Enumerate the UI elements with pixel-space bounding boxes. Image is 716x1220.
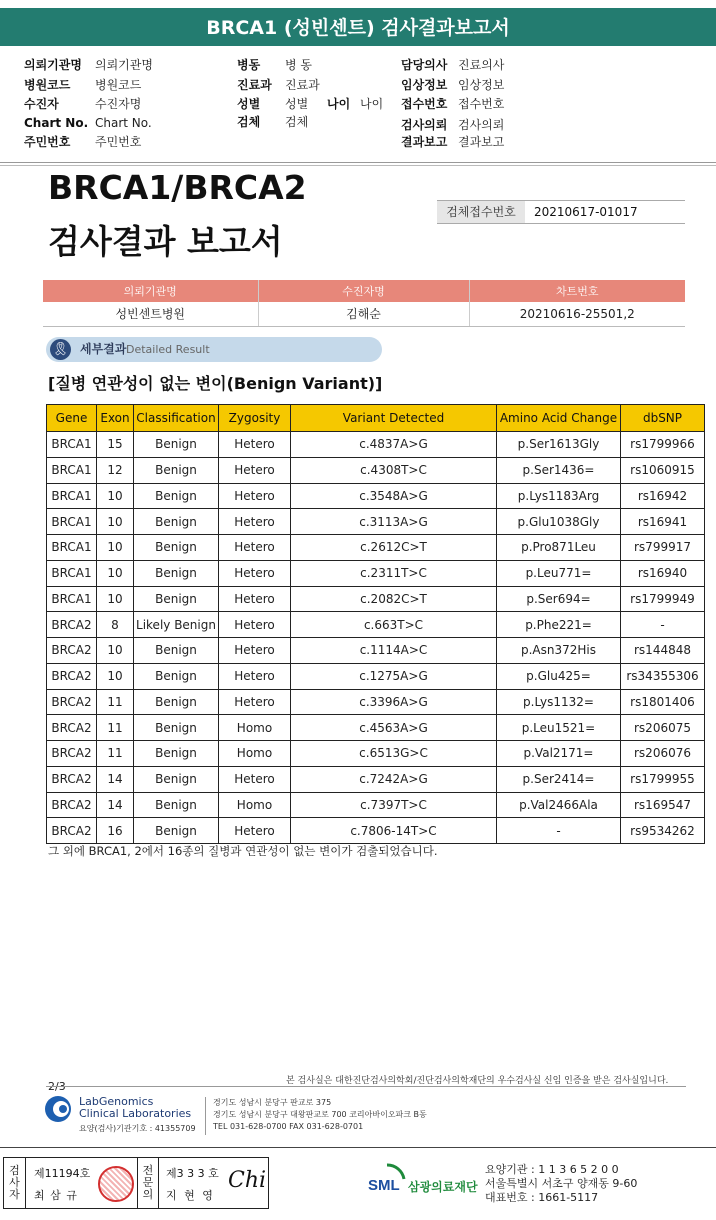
table-cell: Benign bbox=[134, 509, 219, 535]
table-cell: Benign bbox=[134, 741, 219, 767]
info-item: 검체 검체 bbox=[237, 115, 309, 129]
table-cell: Benign bbox=[134, 535, 219, 561]
column-header: Exon bbox=[97, 405, 134, 432]
table-row bbox=[47, 741, 705, 767]
table-cell: p.Asn372His bbox=[497, 638, 621, 664]
receipt-number-box bbox=[437, 200, 685, 224]
table-row bbox=[47, 792, 705, 818]
info-item: Chart No. Chart No. bbox=[24, 116, 152, 130]
table-cell: Benign bbox=[134, 560, 219, 586]
info-item: 의뢰기관명 의뢰기관명 bbox=[24, 58, 153, 72]
table-cell: BRCA2 bbox=[47, 818, 97, 844]
table-cell: 16 bbox=[97, 818, 134, 844]
table-cell: Homo bbox=[219, 715, 291, 741]
table-cell: rs34355306 bbox=[621, 663, 705, 689]
detail-label-ko: 세부결과 bbox=[80, 342, 127, 356]
table-row bbox=[47, 457, 705, 483]
table-cell: BRCA2 bbox=[47, 766, 97, 792]
table-row bbox=[47, 689, 705, 715]
info-item: 진료과 진료과 bbox=[237, 78, 320, 92]
table-cell: Hetero bbox=[219, 766, 291, 792]
table-cell: 15 bbox=[97, 432, 134, 458]
table-cell: Hetero bbox=[219, 535, 291, 561]
table-cell: p.Ser694= bbox=[497, 586, 621, 612]
table-cell: p.Ser2414= bbox=[497, 766, 621, 792]
table-row bbox=[47, 638, 705, 664]
info-item: 병원코드 병원코드 bbox=[24, 78, 142, 92]
table-cell: 11 bbox=[97, 715, 134, 741]
inspector-label: 검 사 자 bbox=[4, 1158, 26, 1208]
variant-table-body bbox=[47, 432, 705, 844]
table-row bbox=[47, 766, 705, 792]
inspector-license: 제11194호 bbox=[34, 1167, 91, 1180]
page-number: 2/3 bbox=[48, 1080, 66, 1093]
table-cell: Benign bbox=[134, 792, 219, 818]
table-row bbox=[47, 509, 705, 535]
table-cell: rs206075 bbox=[621, 715, 705, 741]
patient-header: 의뢰기관명 bbox=[43, 280, 258, 302]
table-cell: Hetero bbox=[219, 483, 291, 509]
info-item: 결과보고 결과보고 bbox=[401, 135, 505, 149]
info-item: 수진자 수진자명 bbox=[24, 97, 142, 111]
table-cell: Hetero bbox=[219, 689, 291, 715]
table-cell: c.1114A>C bbox=[291, 638, 497, 664]
table-cell: p.Lys1132= bbox=[497, 689, 621, 715]
sml-name: 삼광의료재단 bbox=[408, 1180, 478, 1194]
table-cell: Benign bbox=[134, 715, 219, 741]
table-cell: rs1060915 bbox=[621, 457, 705, 483]
column-header: dbSNP bbox=[621, 405, 705, 432]
section-title: [질병 연관성이 없는 변이(Benign Variant)] bbox=[48, 374, 383, 393]
report-title-line1: BRCA1/BRCA2 bbox=[48, 168, 307, 207]
report-title-line2: 검사결과 보고서 bbox=[48, 222, 283, 261]
info-item-age: 나이 나이 bbox=[327, 97, 384, 111]
table-cell: c.7242A>G bbox=[291, 766, 497, 792]
certification-text: 본 검사실은 대한진단검사의학회/진단검사의학재단의 우수검사실 신임 인증을 받은 검사실입니다. bbox=[286, 1076, 669, 1086]
table-cell: rs799917 bbox=[621, 535, 705, 561]
table-cell: 10 bbox=[97, 535, 134, 561]
table-row bbox=[47, 612, 705, 638]
table-cell: c.1275A>G bbox=[291, 663, 497, 689]
table-cell: 10 bbox=[97, 483, 134, 509]
table-cell: 11 bbox=[97, 741, 134, 767]
divider bbox=[0, 162, 716, 166]
table-cell: rs16942 bbox=[621, 483, 705, 509]
table-cell: BRCA1 bbox=[47, 560, 97, 586]
patient-info-block bbox=[0, 52, 716, 162]
table-cell: p.Glu425= bbox=[497, 663, 621, 689]
lab-code: 요양(검사)기관기호 : 41355709 bbox=[79, 1124, 196, 1133]
table-cell: Hetero bbox=[219, 457, 291, 483]
table-cell: Hetero bbox=[219, 612, 291, 638]
table-cell: - bbox=[497, 818, 621, 844]
table-cell: 10 bbox=[97, 663, 134, 689]
table-cell: Benign bbox=[134, 457, 219, 483]
table-cell: p.Ser1613Gly bbox=[497, 432, 621, 458]
summary-note: 그 외에 BRCA1, 2에서 16종의 질병과 연관성이 없는 변이가 검출되었습니다. bbox=[48, 844, 438, 858]
table-cell: Hetero bbox=[219, 432, 291, 458]
table-cell: BRCA2 bbox=[47, 741, 97, 767]
table-cell: BRCA2 bbox=[47, 612, 97, 638]
table-row bbox=[47, 663, 705, 689]
table-row bbox=[47, 483, 705, 509]
table-cell: BRCA1 bbox=[47, 457, 97, 483]
table-cell: BRCA2 bbox=[47, 792, 97, 818]
signature: Chi bbox=[228, 1168, 267, 1193]
table-row bbox=[47, 586, 705, 612]
column-header: Zygosity bbox=[219, 405, 291, 432]
table-cell: rs16941 bbox=[621, 509, 705, 535]
table-row bbox=[47, 818, 705, 844]
table-cell: BRCA2 bbox=[47, 715, 97, 741]
report-header-bar bbox=[0, 8, 716, 46]
detail-label-en: Detailed Result bbox=[126, 343, 210, 356]
table-cell: p.Ser1436= bbox=[497, 457, 621, 483]
patient-cell: 성빈센트병원 bbox=[43, 302, 258, 326]
table-cell: rs9534262 bbox=[621, 818, 705, 844]
receipt-label: 검체접수번호 bbox=[437, 201, 525, 223]
patient-header: 차트번호 bbox=[469, 280, 685, 302]
table-cell: BRCA1 bbox=[47, 509, 97, 535]
table-cell: Homo bbox=[219, 792, 291, 818]
table-cell: Hetero bbox=[219, 586, 291, 612]
table-cell: p.Phe221= bbox=[497, 612, 621, 638]
specialist-label: 전 문 의 bbox=[137, 1158, 159, 1208]
specialist-name: 지 현 영 bbox=[166, 1189, 215, 1202]
specialist-license: 제3 3 3 호 bbox=[166, 1167, 219, 1180]
table-cell: p.Glu1038Gly bbox=[497, 509, 621, 535]
table-cell: c.3113A>G bbox=[291, 509, 497, 535]
table-cell: c.4308T>C bbox=[291, 457, 497, 483]
variant-table bbox=[46, 404, 705, 844]
table-row bbox=[47, 432, 705, 458]
table-cell: 10 bbox=[97, 586, 134, 612]
info-item: 검사의뢰 검사의뢰 bbox=[401, 118, 505, 132]
table-cell: - bbox=[621, 612, 705, 638]
info-item: 주민번호 주민번호 bbox=[24, 135, 142, 149]
table-cell: c.4837A>G bbox=[291, 432, 497, 458]
lab-name: LabGenomics Clinical Laboratories bbox=[79, 1095, 192, 1120]
table-cell: rs1799955 bbox=[621, 766, 705, 792]
table-cell: rs144848 bbox=[621, 638, 705, 664]
table-cell: BRCA1 bbox=[47, 432, 97, 458]
sml-logo bbox=[367, 1163, 407, 1201]
seal-stamp-icon bbox=[98, 1166, 134, 1202]
table-cell: rs1799949 bbox=[621, 586, 705, 612]
table-cell: Benign bbox=[134, 432, 219, 458]
info-item: 성별 성별 bbox=[237, 97, 309, 111]
table-cell: Likely Benign bbox=[134, 612, 219, 638]
table-cell: Benign bbox=[134, 689, 219, 715]
table-cell: c.3396A>G bbox=[291, 689, 497, 715]
table-cell: c.7397T>C bbox=[291, 792, 497, 818]
lab-address: 경기도 성남시 분당구 판교로 375 경기도 성남시 분당구 대왕판교로 700 코리아바이오파크 B동 TEL 031-628-0700 FAX 031-628-0701 bbox=[205, 1097, 427, 1135]
table-cell: 8 bbox=[97, 612, 134, 638]
receipt-value: 20210617-01017 bbox=[534, 205, 638, 219]
table-cell: Benign bbox=[134, 483, 219, 509]
column-header: Gene bbox=[47, 405, 97, 432]
table-row bbox=[47, 560, 705, 586]
table-cell: Hetero bbox=[219, 638, 291, 664]
divider bbox=[46, 1086, 686, 1087]
table-cell: Hetero bbox=[219, 509, 291, 535]
table-cell: 10 bbox=[97, 560, 134, 586]
table-cell: BRCA1 bbox=[47, 535, 97, 561]
table-row bbox=[47, 715, 705, 741]
table-cell: p.Leu1521= bbox=[497, 715, 621, 741]
table-cell: Benign bbox=[134, 586, 219, 612]
table-cell: c.7806-14T>C bbox=[291, 818, 497, 844]
info-item: 임상정보 임상정보 bbox=[401, 78, 505, 92]
info-item: 접수번호 접수번호 bbox=[401, 97, 505, 111]
signature-box bbox=[3, 1157, 269, 1209]
table-cell: BRCA2 bbox=[47, 663, 97, 689]
table-cell: c.2612C>T bbox=[291, 535, 497, 561]
table-cell: c.4563A>G bbox=[291, 715, 497, 741]
table-cell: 14 bbox=[97, 792, 134, 818]
detail-result-banner bbox=[46, 337, 382, 362]
table-cell: BRCA1 bbox=[47, 483, 97, 509]
table-cell: rs1799966 bbox=[621, 432, 705, 458]
inspector-name: 최 삼 규 bbox=[34, 1189, 78, 1202]
table-cell: p.Leu771= bbox=[497, 560, 621, 586]
table-cell: Benign bbox=[134, 663, 219, 689]
table-cell: Hetero bbox=[219, 818, 291, 844]
column-header: Classification bbox=[134, 405, 219, 432]
table-cell: rs169547 bbox=[621, 792, 705, 818]
report-header-title: BRCA1 (성빈센트) 검사결과보고서 bbox=[206, 17, 510, 39]
patient-table bbox=[43, 280, 685, 327]
table-cell: Hetero bbox=[219, 663, 291, 689]
table-cell: rs206076 bbox=[621, 741, 705, 767]
table-cell: Benign bbox=[134, 818, 219, 844]
table-cell: Homo bbox=[219, 741, 291, 767]
table-row bbox=[47, 535, 705, 561]
table-cell: 12 bbox=[97, 457, 134, 483]
table-cell: p.Lys1183Arg bbox=[497, 483, 621, 509]
table-cell: rs1801406 bbox=[621, 689, 705, 715]
divider bbox=[0, 1147, 716, 1148]
table-cell: BRCA2 bbox=[47, 638, 97, 664]
patient-header: 수진자명 bbox=[258, 280, 469, 302]
table-cell: 14 bbox=[97, 766, 134, 792]
column-header: Amino Acid Change bbox=[497, 405, 621, 432]
table-cell: Benign bbox=[134, 638, 219, 664]
table-cell: c.2311T>C bbox=[291, 560, 497, 586]
ribbon-icon: 🎗︎ bbox=[50, 339, 71, 360]
table-cell: p.Pro871Leu bbox=[497, 535, 621, 561]
table-cell: p.Val2466Ala bbox=[497, 792, 621, 818]
table-cell: 11 bbox=[97, 689, 134, 715]
labgenomics-logo bbox=[44, 1095, 72, 1123]
table-cell: c.2082C>T bbox=[291, 586, 497, 612]
table-cell: p.Val2171= bbox=[497, 741, 621, 767]
info-item: 병동 병 동 bbox=[237, 58, 312, 72]
table-cell: Hetero bbox=[219, 560, 291, 586]
patient-cell: 김해순 bbox=[258, 302, 469, 326]
sml-info: 요양기관 : 1 1 3 6 5 2 0 0 서울특별시 서초구 양재동 9-60 대표번호 : 1661-5117 bbox=[485, 1163, 638, 1204]
svg-text:SML: SML bbox=[368, 1177, 400, 1194]
table-cell: BRCA1 bbox=[47, 586, 97, 612]
table-cell: 10 bbox=[97, 638, 134, 664]
patient-cell: 20210616-25501,2 bbox=[469, 302, 685, 326]
table-cell: BRCA2 bbox=[47, 689, 97, 715]
table-cell: c.663T>C bbox=[291, 612, 497, 638]
table-cell: c.3548A>G bbox=[291, 483, 497, 509]
table-cell: rs16940 bbox=[621, 560, 705, 586]
table-cell: Benign bbox=[134, 766, 219, 792]
column-header: Variant Detected bbox=[291, 405, 497, 432]
table-cell: 10 bbox=[97, 509, 134, 535]
info-item: 담당의사 진료의사 bbox=[401, 58, 505, 72]
table-cell: c.6513G>C bbox=[291, 741, 497, 767]
